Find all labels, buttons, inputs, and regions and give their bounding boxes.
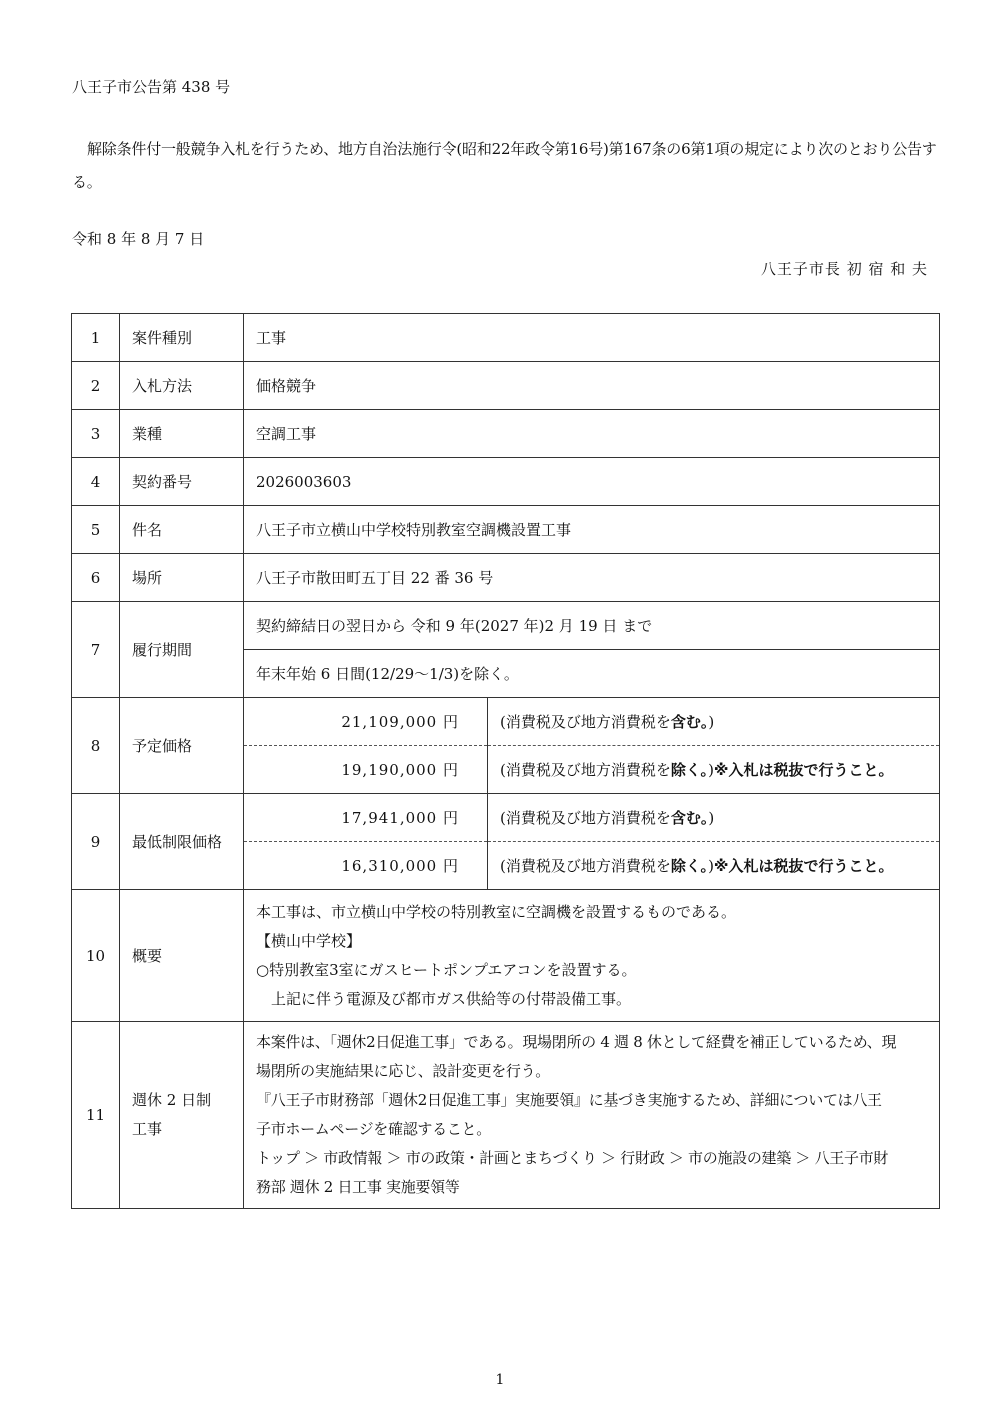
- row-number: 11: [72, 1022, 120, 1209]
- row-label: 契約番号: [120, 458, 244, 506]
- row-label: 予定価格: [120, 698, 244, 794]
- row-number: 9: [72, 794, 120, 890]
- row-number: 1: [72, 314, 120, 362]
- tax-note-bold: 除く。: [670, 857, 709, 875]
- table-row: [72, 554, 940, 602]
- summary-heading: 【横山中学校】: [256, 931, 362, 950]
- row-label: [120, 1022, 244, 1209]
- table-row: [72, 314, 940, 362]
- row-label: 案件種別: [120, 314, 244, 362]
- row-label: 場所: [120, 554, 244, 602]
- intro-paragraph: 解除条件付一般競争入札を行うため、地方自治法施行令(昭和22年政令第16号)第167条の6第1項の規定により次のとおり公告する。: [72, 140, 937, 191]
- description-line: 『八王子市財務部「週休2日促進工事」実施要領』に基づき実施するため、詳細については八王: [256, 1091, 882, 1109]
- period-line: 契約締結日の翌日から 令和 9 年(2027 年)2 月 19 日 まで: [244, 602, 940, 650]
- summary-cell: [244, 890, 940, 1022]
- table-row: [72, 794, 940, 842]
- tax-note-text: (消費税及び地方消費税を: [500, 809, 671, 827]
- table-row: [72, 362, 940, 410]
- breadcrumb-path: トップ ＞ 市政情報 ＞ 市の政策・計画とまちづくり ＞ 行財政 ＞ 市の施設の建築 ＞ 八王子市財: [256, 1149, 889, 1167]
- notice-number: 八王子市公告第 438 号: [72, 78, 231, 96]
- row-label-line: 工事: [132, 1120, 163, 1138]
- row-value: 価格競争: [244, 362, 940, 410]
- tax-note-close: ): [708, 761, 714, 779]
- row-label: 件名: [120, 506, 244, 554]
- tax-note-excluded: [488, 746, 940, 794]
- signer: 八王子市長 初 宿 和 夫: [760, 260, 928, 278]
- tax-note-close: ): [708, 809, 715, 827]
- row-number: 6: [72, 554, 120, 602]
- price-tax-included: 17,941,000 円: [244, 794, 488, 842]
- weekly-rest-cell: [244, 1022, 940, 1209]
- tax-note-close: ): [708, 857, 714, 875]
- table-row: [72, 602, 940, 650]
- tax-note-excluded: [488, 842, 940, 890]
- row-number: 3: [72, 410, 120, 458]
- row-label-line: 週休 2 日制: [132, 1091, 212, 1109]
- summary-line: ○特別教室3室にガスヒートポンプエアコンを設置する。: [256, 960, 637, 979]
- tax-note-text: (消費税及び地方消費税を: [500, 713, 671, 731]
- tax-note-bold: 含む。: [670, 713, 709, 731]
- row-number: 5: [72, 506, 120, 554]
- description-line: 本案件は、「週休2日促進工事」である。現場閉所の 4 週 8 休として経費を補正しているため、現: [256, 1033, 897, 1051]
- price-tax-excluded: 16,310,000 円: [244, 842, 488, 890]
- breadcrumb-path: 務部 週休 2 日工事 実施要領等: [256, 1178, 460, 1196]
- tax-note-bold: 含む。: [670, 809, 709, 827]
- tax-note-bold: 除く。: [670, 761, 709, 779]
- table-row: [72, 506, 940, 554]
- tax-note-text: (消費税及び地方消費税を: [500, 857, 671, 875]
- table-row: [72, 890, 940, 1022]
- row-label: 入札方法: [120, 362, 244, 410]
- bid-instruction: ※入札は税抜で行うこと。: [713, 761, 894, 779]
- tax-note-included: [488, 698, 940, 746]
- row-label: 履行期間: [120, 602, 244, 698]
- row-value: 八王子市散田町五丁目 22 番 36 号: [244, 554, 940, 602]
- row-number: 8: [72, 698, 120, 794]
- row-label: 最低制限価格: [120, 794, 244, 890]
- summary-line: 上記に伴う電源及び都市ガス供給等の付帯設備工事。: [256, 989, 632, 1008]
- summary-line: 本工事は、市立横山中学校の特別教室に空調機を設置するものである。: [256, 902, 737, 921]
- notice-date: 令和 8 年 8 月 7 日: [72, 230, 205, 248]
- price-tax-excluded: 19,190,000 円: [244, 746, 488, 794]
- row-label: 業種: [120, 410, 244, 458]
- row-number: 7: [72, 602, 120, 698]
- row-number: 2: [72, 362, 120, 410]
- tax-note-close: ): [708, 713, 715, 731]
- page-number: 1: [495, 1372, 505, 1388]
- row-number: 4: [72, 458, 120, 506]
- table-row: [72, 410, 940, 458]
- tax-note-text: (消費税及び地方消費税を: [500, 761, 671, 779]
- row-value: 2026003603: [244, 458, 940, 506]
- table-row: [72, 698, 940, 746]
- row-value: 空調工事: [244, 410, 940, 458]
- description-line: 場閉所の実施結果に応じ、設計変更を行う。: [256, 1062, 551, 1080]
- table-row: [72, 458, 940, 506]
- row-label: 概要: [120, 890, 244, 1022]
- row-value: 八王子市立横山中学校特別教室空調機設置工事: [244, 506, 940, 554]
- period-exclusion: 年末年始 6 日間(12/29～1/3)を除く。: [244, 650, 940, 698]
- tax-note-included: [488, 794, 940, 842]
- table-row: [72, 1022, 940, 1209]
- bid-instruction: ※入札は税抜で行うこと。: [713, 857, 894, 875]
- description-line: 子市ホームページを確認すること。: [256, 1120, 491, 1138]
- row-number: 10: [72, 890, 120, 1022]
- row-value: 工事: [244, 314, 940, 362]
- bid-info-table: [71, 313, 939, 1209]
- price-tax-included: 21,109,000 円: [244, 698, 488, 746]
